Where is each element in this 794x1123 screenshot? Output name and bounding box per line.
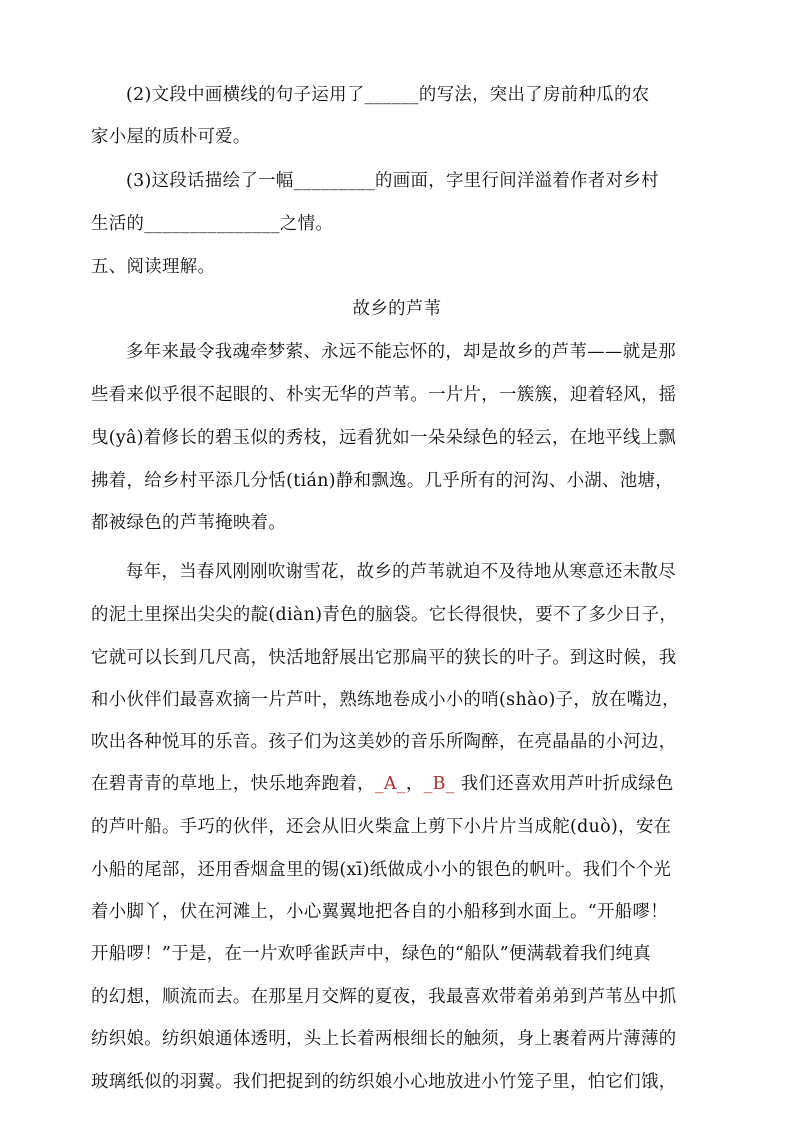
paragraph-2-line: 着小脚丫，伏在河滩上，小心翼翼地把各自的小船移到水面上。“开船嘐！ <box>91 902 668 922</box>
blank-b-label: _B_ <box>423 774 455 794</box>
question-3-line-2: 生活的_______________之情。 <box>91 214 334 234</box>
paragraph-1-line: 都被绿色的芦苇掩映着。 <box>91 513 287 533</box>
paragraph-2-line: 玻璃纸似的羽翼。我们把捉到的纺织娘小心地放进小竹笼子里，怕它们饿， <box>91 1072 677 1092</box>
paragraph-2-line: 的泥土里探出尖尖的靛(diàn)青色的脑袋。它长得很快，要不了多少日子， <box>91 605 678 625</box>
blank-a-label: _A_ <box>374 774 406 794</box>
section-heading: 五、阅读理解。 <box>91 257 216 277</box>
paragraph-2-line: 开船啰！”于是，在一片欢呼雀跃声中，绿色的“船队”便满载着我们纯真 <box>91 944 651 964</box>
paragraph-2-text: 在碧青青的草地上，快乐地奔跑着， <box>91 774 375 794</box>
paragraph-2-line: 和小伙伴们最喜欢摘一片芦叶，熟练地卷成小小的哨(shào)子，放在嘴边， <box>91 690 680 710</box>
paragraph-2-line: 纺织娘。纺织娘通体透明，头上长着两根细长的触须，身上裹着两片薄薄的 <box>91 1029 677 1049</box>
question-2-line-2: 家小屋的质朴可爱。 <box>91 127 251 147</box>
paragraph-2-line: 小船的尾部，还用香烟盒里的锡(xī)纸做成小小的银色的帆叶。我们个个光 <box>91 860 672 880</box>
paragraph-2-line: 它就可以长到几尺高，快活地舒展出它那扁平的狭长的叶子。到这时候，我 <box>91 648 677 668</box>
paragraph-1-line: 些看来似乎很不起眼的、朴实无华的芦苇。一片片，一簇簇，迎着轻风，摇 <box>91 385 677 405</box>
paragraph-1-line: 曳(yâ)着修长的碧玉似的秀枝，远看犹如一朵朵绿色的轻云，在地平线上飘 <box>91 428 677 448</box>
paragraph-2-line-with-blanks <box>91 765 711 803</box>
question-3-line-1: (3)这段话描绘了一幅_________的画面，字里行间洋溢着作者对乡村 <box>126 171 659 191</box>
paragraph-1-line: 拂着，给乡村平添几分恬(tián)静和飘逸。几乎所有的河沟、小湖、池塘， <box>91 471 674 491</box>
paragraph-2-text: 我们还喜欢用芦叶折成绿色 <box>454 774 674 794</box>
paragraph-2-line: 吹出各种悦耳的乐音。孩子们为这美妙的音乐所陶醉，在亮晶晶的小河边， <box>91 732 677 752</box>
comma: ， <box>405 774 424 794</box>
paragraph-2-line: 每年，当春风刚刚吹谢雪花，故乡的芦苇就迫不及待地从寒意还未散尽 <box>126 562 676 582</box>
paragraph-2-line: 的芦叶船。手巧的伙伴，还会从旧火柴盒上剪下小片片当成舵(duò)，安在 <box>91 817 672 837</box>
paragraph-2-line: 的幻想，顺流而去。在那星月交辉的夏夜，我最喜欢带着弟弟到芦苇丛中抓 <box>91 987 677 1007</box>
passage-title: 故乡的芦苇 <box>352 299 442 319</box>
question-2-line-1: (2)文段中画横线的句子运用了______的写法，突出了房前种瓜的农 <box>126 85 650 105</box>
paragraph-1-line: 多年来最令我魂牵梦萦、永远不能忘怀的，却是故乡的芦苇——就是那 <box>126 342 676 362</box>
